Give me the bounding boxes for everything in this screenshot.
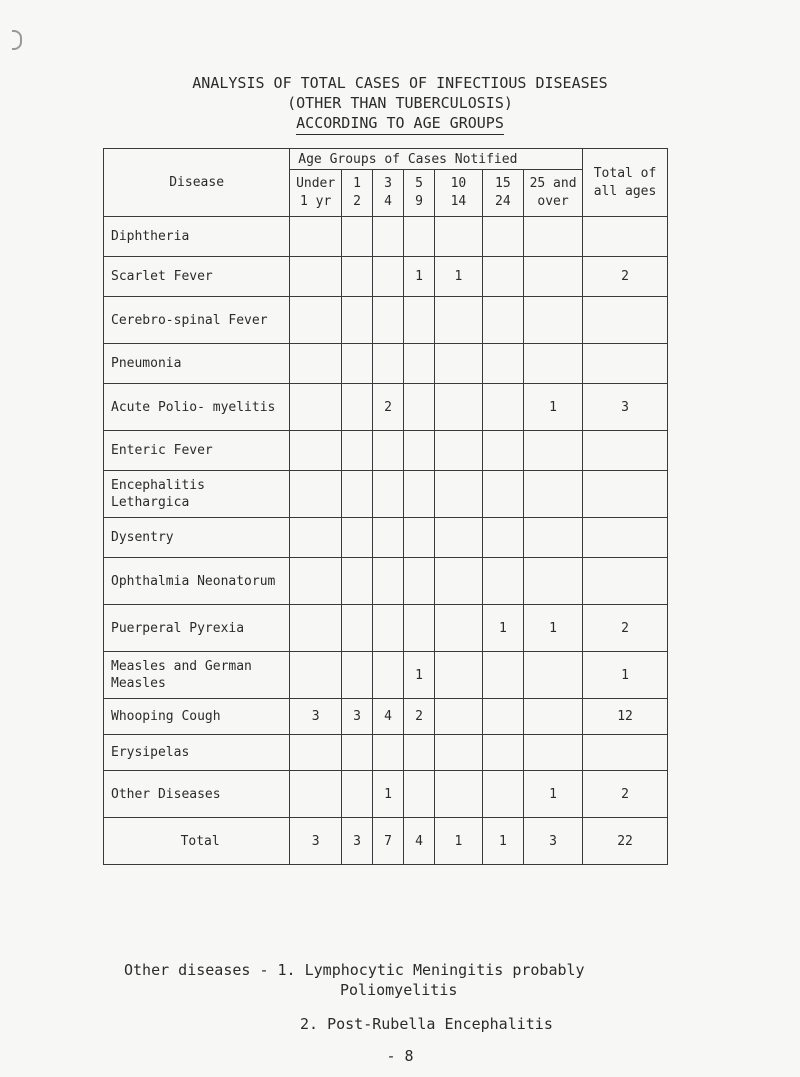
age-count-cell xyxy=(524,257,583,297)
page-number: - 8 xyxy=(386,1047,414,1065)
row-total-cell: 12 xyxy=(583,699,668,735)
age-col-3-4: 3 4 xyxy=(373,170,404,217)
table-row xyxy=(104,217,668,257)
disease-column-header: Disease xyxy=(104,149,290,217)
age-count-cell xyxy=(435,605,483,652)
total-label: Total xyxy=(104,818,290,865)
disease-name: Measles and German Measles xyxy=(104,652,290,699)
row-total-cell xyxy=(583,558,668,605)
age-count-cell xyxy=(290,771,342,818)
age-count-cell xyxy=(435,431,483,471)
age-count-cell xyxy=(290,471,342,518)
age-count-cell xyxy=(373,518,404,558)
age-count-cell xyxy=(342,297,373,344)
disease-name: Diphtheria xyxy=(104,217,290,257)
age-count-cell xyxy=(524,471,583,518)
table-row xyxy=(104,605,668,652)
note-2-number: 2. xyxy=(300,1015,319,1033)
age-count-cell xyxy=(373,735,404,771)
heading-line-3: ACCORDING TO AGE GROUPS xyxy=(296,113,504,135)
age-col-1-2: 1 2 xyxy=(342,170,373,217)
age-count-cell: 3 xyxy=(290,699,342,735)
age-count-cell xyxy=(524,344,583,384)
age-count-cell xyxy=(435,384,483,431)
age-count-cell xyxy=(342,558,373,605)
age-count-cell: 7 xyxy=(373,818,404,865)
report-heading xyxy=(0,73,800,135)
table-row xyxy=(104,297,668,344)
age-count-cell xyxy=(373,558,404,605)
age-count-cell xyxy=(342,771,373,818)
age-col-10-14: 10 14 xyxy=(435,170,483,217)
age-count-cell: 1 xyxy=(524,384,583,431)
table-row xyxy=(104,257,668,297)
age-count-cell xyxy=(342,605,373,652)
age-count-cell: 1 xyxy=(482,818,523,865)
age-count-cell xyxy=(342,257,373,297)
age-count-cell xyxy=(435,771,483,818)
age-count-cell xyxy=(435,471,483,518)
age-col-15-24: 15 24 xyxy=(482,170,523,217)
age-count-cell xyxy=(435,735,483,771)
row-total-cell: 2 xyxy=(583,771,668,818)
table-row xyxy=(104,699,668,735)
age-count-cell xyxy=(482,652,523,699)
age-count-cell xyxy=(482,558,523,605)
age-count-cell xyxy=(524,217,583,257)
age-count-cell xyxy=(290,431,342,471)
note-1-number: 1. xyxy=(277,961,296,979)
table-body xyxy=(104,217,668,865)
row-total-cell: 3 xyxy=(583,384,668,431)
age-count-cell xyxy=(482,297,523,344)
disease-name: Erysipelas xyxy=(104,735,290,771)
age-count-cell xyxy=(482,217,523,257)
age-count-cell: 1 xyxy=(435,818,483,865)
header-row-1 xyxy=(104,149,668,170)
age-count-cell xyxy=(435,652,483,699)
age-count-cell xyxy=(404,471,435,518)
age-count-cell: 1 xyxy=(373,771,404,818)
age-count-cell xyxy=(404,558,435,605)
age-count-cell xyxy=(342,471,373,518)
age-col-5-9: 5 9 xyxy=(404,170,435,217)
row-total-cell xyxy=(583,431,668,471)
age-count-cell xyxy=(404,217,435,257)
age-count-cell xyxy=(373,257,404,297)
disease-name: Pneumonia xyxy=(104,344,290,384)
row-total-cell xyxy=(583,297,668,344)
age-count-cell xyxy=(373,471,404,518)
disease-name: Enteric Fever xyxy=(104,431,290,471)
disease-name: Cerebro-spinal Fever xyxy=(104,297,290,344)
row-total-cell xyxy=(583,735,668,771)
disease-name: Ophthalmia Neonatorum xyxy=(104,558,290,605)
age-col-25-over: 25 and over xyxy=(524,170,583,217)
row-total-cell: 1 xyxy=(583,652,668,699)
age-count-cell: 3 xyxy=(342,699,373,735)
age-count-cell xyxy=(373,344,404,384)
age-count-cell xyxy=(404,518,435,558)
disease-name: Dysentry xyxy=(104,518,290,558)
age-count-cell xyxy=(290,344,342,384)
age-count-cell xyxy=(482,518,523,558)
age-count-cell xyxy=(404,431,435,471)
age-count-cell xyxy=(404,735,435,771)
age-count-cell: 1 xyxy=(524,605,583,652)
note-2-text: Post-Rubella Encephalitis xyxy=(327,1015,553,1033)
age-count-cell xyxy=(482,257,523,297)
row-total-cell: 22 xyxy=(583,818,668,865)
age-col-under-1: Under 1 yr xyxy=(290,170,342,217)
age-count-cell xyxy=(524,558,583,605)
row-total-cell: 2 xyxy=(583,605,668,652)
age-count-cell xyxy=(342,431,373,471)
age-groups-header: Age Groups of Cases Notified xyxy=(290,149,583,170)
table-row xyxy=(104,558,668,605)
age-count-cell xyxy=(524,518,583,558)
row-total-cell xyxy=(583,217,668,257)
table-row xyxy=(104,652,668,699)
age-count-cell xyxy=(524,735,583,771)
age-count-cell xyxy=(524,431,583,471)
page-edge-mark xyxy=(12,30,22,50)
age-count-cell: 4 xyxy=(373,699,404,735)
footnotes xyxy=(124,960,585,1034)
age-count-cell xyxy=(524,297,583,344)
age-count-cell xyxy=(290,518,342,558)
age-count-cell xyxy=(342,735,373,771)
age-count-cell xyxy=(435,297,483,344)
age-count-cell: 3 xyxy=(290,818,342,865)
age-count-cell: 4 xyxy=(404,818,435,865)
table-row xyxy=(104,518,668,558)
age-count-cell xyxy=(290,217,342,257)
age-count-cell: 2 xyxy=(373,384,404,431)
table-row xyxy=(104,431,668,471)
age-count-cell xyxy=(342,652,373,699)
age-count-cell xyxy=(342,217,373,257)
disease-name: Whooping Cough xyxy=(104,699,290,735)
age-count-cell: 1 xyxy=(404,652,435,699)
age-count-cell xyxy=(342,384,373,431)
age-count-cell: 2 xyxy=(404,699,435,735)
age-count-cell: 1 xyxy=(435,257,483,297)
age-count-cell xyxy=(404,344,435,384)
age-count-cell xyxy=(482,471,523,518)
age-count-cell xyxy=(290,735,342,771)
table-row xyxy=(104,818,668,865)
age-count-cell xyxy=(373,652,404,699)
age-count-cell: 1 xyxy=(524,771,583,818)
age-count-cell xyxy=(435,518,483,558)
notes-prefix: Other diseases - xyxy=(124,961,278,979)
age-count-cell xyxy=(404,605,435,652)
total-column-header: Total of all ages xyxy=(583,149,668,217)
age-count-cell xyxy=(290,257,342,297)
table-row xyxy=(104,771,668,818)
age-count-cell xyxy=(435,699,483,735)
age-group-table xyxy=(103,148,668,865)
heading-line-1: ANALYSIS OF TOTAL CASES OF INFECTIOUS DISEASES xyxy=(192,74,608,92)
age-count-cell xyxy=(435,344,483,384)
disease-name: Acute Polio- myelitis xyxy=(104,384,290,431)
age-count-cell xyxy=(373,431,404,471)
age-count-cell: 1 xyxy=(404,257,435,297)
age-count-cell xyxy=(373,605,404,652)
age-count-cell xyxy=(482,344,523,384)
age-count-cell: 1 xyxy=(482,605,523,652)
row-total-cell xyxy=(583,518,668,558)
disease-name: Puerperal Pyrexia xyxy=(104,605,290,652)
age-count-cell: 3 xyxy=(342,818,373,865)
table-row xyxy=(104,735,668,771)
row-total-cell xyxy=(583,344,668,384)
age-count-cell xyxy=(342,518,373,558)
note-1-line-1: Lymphocytic Meningitis probably xyxy=(304,961,585,979)
age-count-cell xyxy=(524,652,583,699)
age-count-cell xyxy=(404,771,435,818)
age-count-cell xyxy=(373,297,404,344)
age-count-cell xyxy=(482,699,523,735)
disease-name: Encephalitis Lethargica xyxy=(104,471,290,518)
row-total-cell: 2 xyxy=(583,257,668,297)
row-total-cell xyxy=(583,471,668,518)
age-count-cell xyxy=(482,771,523,818)
age-count-cell xyxy=(290,652,342,699)
age-count-cell xyxy=(373,217,404,257)
age-count-cell xyxy=(482,384,523,431)
table-row xyxy=(104,471,668,518)
table-row xyxy=(104,384,668,431)
age-count-cell xyxy=(290,558,342,605)
age-count-cell xyxy=(404,297,435,344)
note-1-line-2: Poliomyelitis xyxy=(340,981,458,999)
age-count-cell xyxy=(342,344,373,384)
age-count-cell: 3 xyxy=(524,818,583,865)
age-count-cell xyxy=(290,384,342,431)
age-count-cell xyxy=(524,699,583,735)
age-count-cell xyxy=(435,217,483,257)
age-count-cell xyxy=(290,605,342,652)
age-count-cell xyxy=(482,431,523,471)
disease-name: Other Diseases xyxy=(104,771,290,818)
heading-line-2: (OTHER THAN TUBERCULOSIS) xyxy=(287,94,513,112)
age-count-cell xyxy=(435,558,483,605)
age-count-cell xyxy=(404,384,435,431)
disease-name: Scarlet Fever xyxy=(104,257,290,297)
age-count-cell xyxy=(290,297,342,344)
age-count-cell xyxy=(482,735,523,771)
table-row xyxy=(104,344,668,384)
